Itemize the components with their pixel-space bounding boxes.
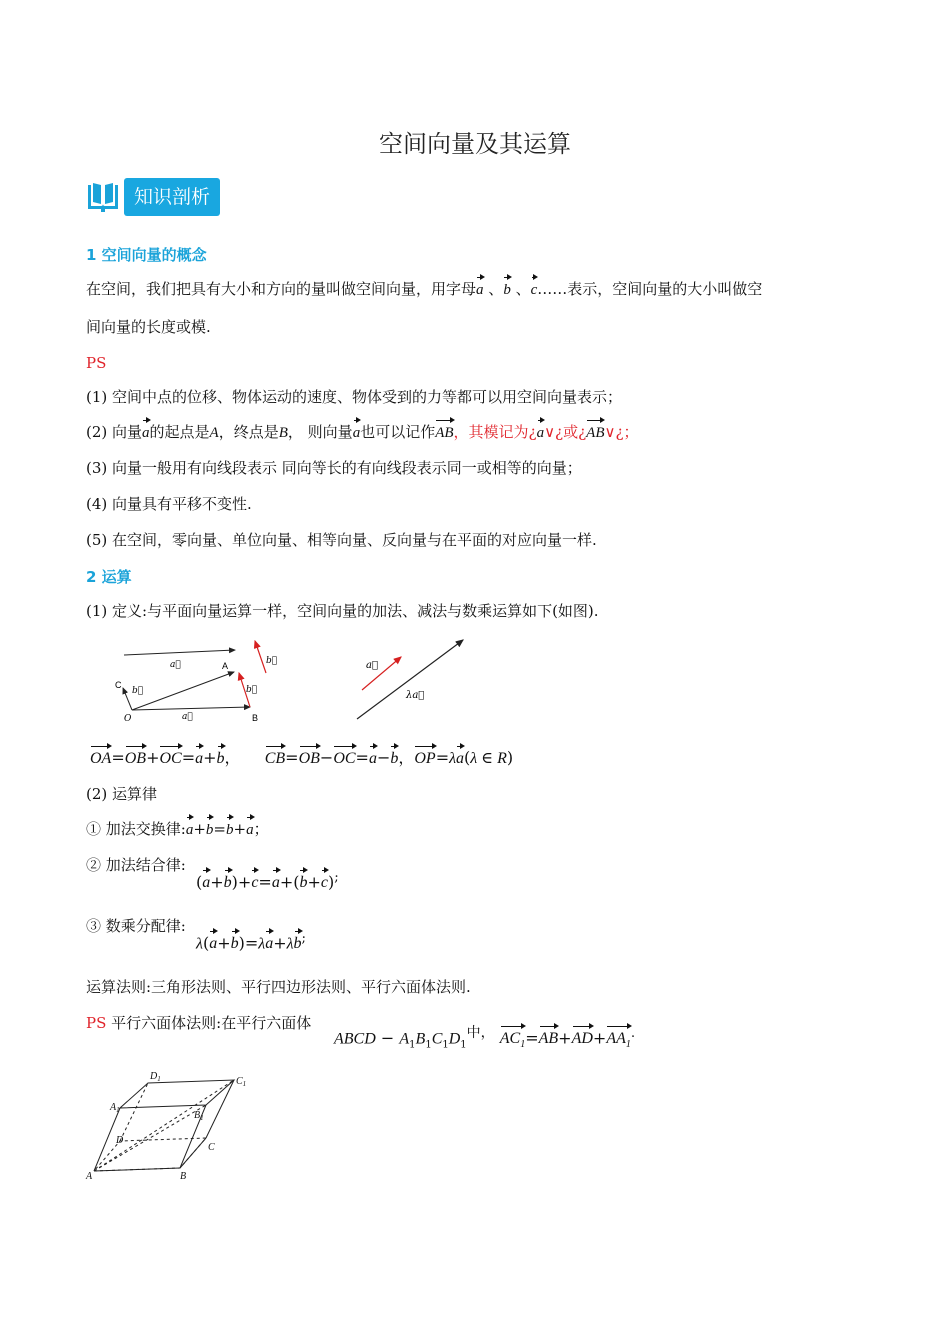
scalar-multiplication-figure bbox=[350, 635, 470, 725]
law-distributive-formula: λ(a+b)=λa+λb; bbox=[196, 928, 306, 955]
ps-item-2: (2) 向量a的起点是A，终点是B， 则向量a也可以记作AB，其模记为¿a∨¿或¿AB∨¿； bbox=[86, 421, 639, 444]
vector-b-red-2 bbox=[255, 641, 266, 673]
law-associative-formula: (a+b)+c=a+(b+c); bbox=[196, 867, 339, 894]
label-vertex-C: C bbox=[208, 1142, 215, 1153]
parallelepiped-figure bbox=[84, 1065, 254, 1183]
law-distributive-label: ③ 数乘分配律: bbox=[86, 917, 186, 935]
operation-rules: 运算法则:三角形法则、平行四边形法则、平行六面体法则. bbox=[86, 978, 471, 996]
label-b-c: b⃗ bbox=[132, 686, 144, 696]
ps-item-3: (3) 向量一般用有向线段表示 同向等长的有向线段表示同一或相等的向量； bbox=[86, 459, 582, 477]
section-badge bbox=[86, 178, 220, 216]
vector-oc bbox=[123, 688, 132, 710]
concept-line-1: 在空间，我们把具有大小和方向的量叫做空间向量，用字母a 、b 、c……表示，空间向量的大小叫做空 bbox=[86, 278, 762, 301]
diagonal-ab1 bbox=[94, 1105, 206, 1171]
edge-dd1 bbox=[120, 1083, 148, 1141]
label-a-top: a⃗ bbox=[170, 660, 181, 670]
ps-item-1: (1) 空间中点的位移、物体运动的速度、物体受到的力等都可以用空间向量表示； bbox=[86, 388, 623, 406]
concept-line-2: 间向量的长度或模. bbox=[86, 318, 211, 336]
label-vertex-C1: $C_1$ bbox=[236, 1076, 247, 1088]
top-vector bbox=[124, 650, 235, 655]
operation-formulas: OA=OB+OC=a+b， CB=OB−OC=a−b，OP=λa(λ ∈ R) bbox=[90, 747, 513, 770]
ps-label: PS bbox=[86, 354, 107, 372]
label-b-right: b⃗ bbox=[266, 656, 278, 666]
ps-item-4: (4) 向量具有平移不变性. bbox=[86, 495, 252, 513]
label-vertex-B: B bbox=[180, 1171, 187, 1182]
parallelepiped-rule-text: PS 平行六面体法则:在平行六面体 bbox=[86, 1014, 312, 1032]
vector-addition-figure bbox=[110, 635, 290, 727]
definition-line: (1) 定义:与平面向量运算一样，空间向量的加法、减法与数乘运算如下(如图). bbox=[86, 602, 599, 620]
top-face bbox=[120, 1080, 234, 1108]
parallelepiped-formula: ABCD − $A_1B_1C_1D_1^{中,}$ $AC_1=AB+AD+AA_1^.$ bbox=[334, 1022, 635, 1057]
vector-oa bbox=[132, 672, 234, 710]
label-b-mid: b⃗ bbox=[246, 685, 258, 695]
ps-item-5: (5) 在空间，零向量、单位向量、相等向量、反向量与在平面的对应向量一样. bbox=[86, 531, 597, 549]
section-heading-concept: 1 空间向量的概念 bbox=[86, 246, 207, 264]
vector-lambda-a bbox=[357, 640, 463, 719]
page-title: 空间向量及其运算 bbox=[379, 130, 571, 158]
label-B: B bbox=[252, 713, 259, 723]
label-a: a⃗ bbox=[366, 660, 378, 671]
label-vertex-A1: $A_1$ bbox=[110, 1102, 120, 1114]
section-heading-operations: 2 运算 bbox=[86, 568, 132, 586]
label-a-bottom: a⃗ bbox=[182, 712, 193, 722]
label-lambda-a: λa⃗ bbox=[406, 690, 425, 701]
laws-title: (2) 运算律 bbox=[86, 785, 158, 803]
label-vertex-B1: $B_1$ bbox=[194, 1110, 204, 1122]
book-icon bbox=[86, 181, 120, 213]
bottom-face-hidden bbox=[94, 1138, 206, 1171]
diagonal-ac1 bbox=[94, 1080, 234, 1171]
vector-ob bbox=[132, 707, 250, 710]
edge-ab bbox=[94, 1168, 180, 1171]
label-vertex-D: D bbox=[116, 1135, 124, 1146]
section-badge-label: 知识剖析 bbox=[124, 178, 220, 216]
label-vertex-A: A bbox=[86, 1171, 93, 1182]
label-C: C bbox=[115, 680, 122, 690]
label-A: A bbox=[222, 661, 229, 671]
label-O: O bbox=[124, 714, 132, 724]
law-associative-label: ② 加法结合律: bbox=[86, 856, 186, 874]
law-commutative: ① 加法交换律:a+b=b+a； bbox=[86, 818, 269, 841]
edge-bc bbox=[180, 1138, 206, 1168]
label-vertex-D1: $D_1$ bbox=[150, 1071, 161, 1083]
